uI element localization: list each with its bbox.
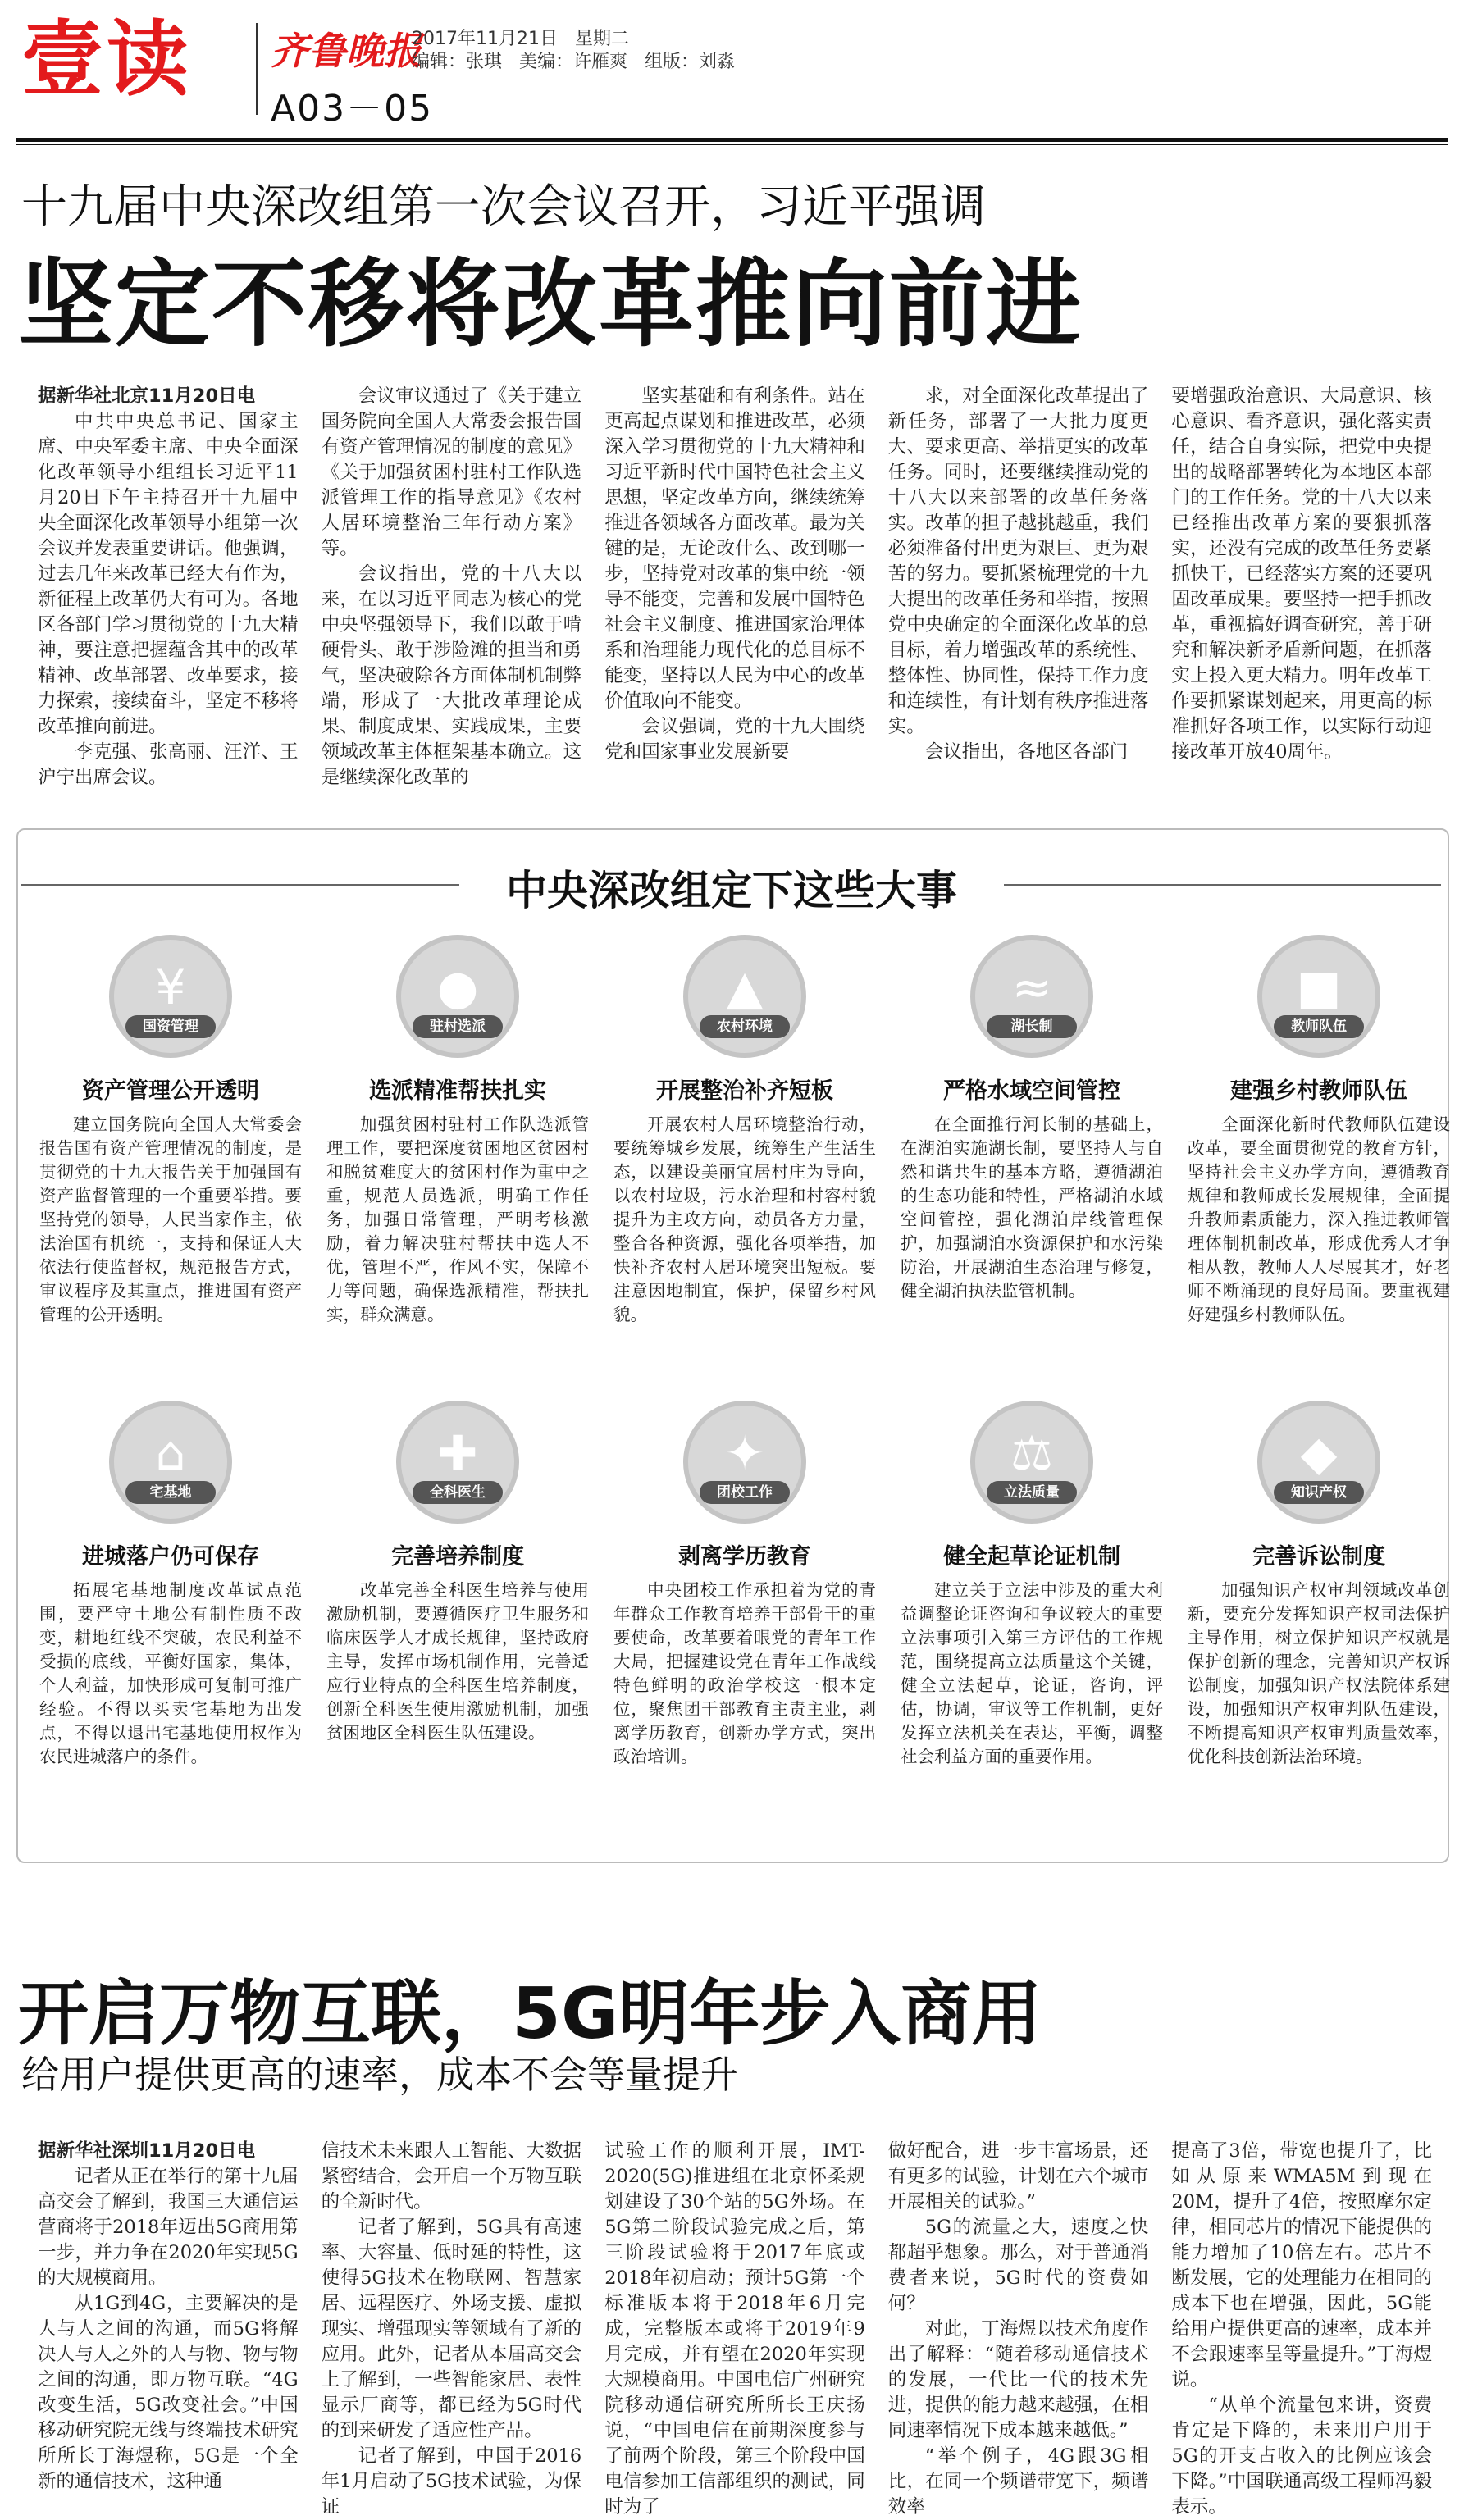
paragraph: 记者了解到，中国于2016年1月启动了5G技术试验，为保证 bbox=[321, 2445, 582, 2518]
article1-dateline: 据新华社北京11月20日电 bbox=[38, 385, 256, 407]
box-title: 中央深改组定下这些大事 bbox=[459, 858, 1004, 910]
item-text: 加强贫困村驻村工作队选派管理工作，要把深度贫困地区贫困村和脱贫难度大的贫困村作为重中之重，规范人员选派，明确工作任务，加强日常管理，严明考核激励，着力解决驻村帮扶中选人不优，管理不严，作风不实，保障不力等问题，确保选派精准，帮扶扎实，群众满意。 bbox=[326, 1114, 589, 1324]
icon-label: 驻村选派 bbox=[413, 1015, 503, 1038]
box-item-scales bbox=[901, 1401, 1163, 1769]
item-text: 建立国务院向全国人大常委会报告国有资产管理情况的制度，是贯彻党的十九大报告关于加强国有资产监督管理的一个重要举措。要坚持党的领导，人民当家作主，依法治国有机统一，支持和保证人大依法行使监督权，规范报告方式，审议程序及其重点，推进国有资产管理的公开透明。 bbox=[39, 1114, 302, 1324]
item-text: 拓展宅基地制度改革试点范围，要严守土地公有制性质不改变，耕地红线不突破，农民利益不受损的底线，平衡好国家，集体，个人利益，加快形成可复制可推广经验。不得以买卖宅基地为出发点，不得以退出宅基地使用权作为农民进城落户的条件。 bbox=[39, 1580, 302, 1766]
water-glyph: ≈ bbox=[1011, 959, 1052, 1015]
item-text: 全面深化新时代教师队伍建设改革，要全面贯彻党的教育方针，坚持社会主义办学方向，遵循教育规律和教师成长发展规律，全面提升教师素质能力，深入推进教师管理体制机制改革，形成优秀人才争相从教，教师人人尽展其才，好老师不断涌现的良好局面。要重视建好建强乡村教师队伍。 bbox=[1188, 1114, 1450, 1324]
medical-glyph: ✚ bbox=[437, 1425, 478, 1481]
header-rule-thin bbox=[16, 144, 1448, 145]
article1-column-3 bbox=[604, 384, 865, 810]
item-text: 加强知识产权审判领域改革创新，要充分发挥知识产权司法保护主导作用，树立保护知识产权就是保护创新的理念，完善知识产权诉讼制度，加强知识产权法院体系建设，加强知识产权审判队伍建设，不断提高知识产权审判质量效率，优化科技创新法治环境。 bbox=[1188, 1580, 1450, 1766]
item-heading: 建强乡村教师队伍 bbox=[1230, 1078, 1407, 1104]
item-heading: 资产管理公开透明 bbox=[82, 1078, 259, 1104]
item-heading: 选派精准帮扶扎实 bbox=[369, 1078, 546, 1104]
icon-label: 立法质量 bbox=[987, 1481, 1077, 1504]
box-item-person bbox=[326, 935, 589, 1327]
paragraph: 记者了解到，5G具有高速率、大容量、低时延的特性，这使得5G技术在物联网、智慧家居、远程医疗、外场支援、虚拟现实、增强现实等领域有了新的应用。此外，记者从本届高交会上了解到，一些智能家居、表性显示厂商等，都已经为5G时代的到来研发了适应性产品。 bbox=[321, 2217, 582, 2441]
paragraph: 李克强、张高丽、汪洋、王沪宁出席会议。 bbox=[38, 741, 299, 788]
paragraph: 要增强政治意识、大局意识、核心意识、看齐意识，强化落实责任，结合自身实际，把党中央提出的战略部署转化为本地区本部门的工作任务。党的十八大以来已经推出改革方案的要狠抓落实，还没有完成的改革任务要紧抓快干，已经落实方案的还要巩固改革成果。要坚持一把手抓改革，重视搞好调查研究，善于研究和解决新矛盾新问题，在抓落实上投入更大精力。明年改革工作要抓紧谋划起来，用更高的标准抓好各项工作，以实际行动迎接改革开放40周年。 bbox=[1171, 385, 1432, 763]
paragraph: 会议指出，党的十八大以来，在以习近平同志为核心的党中央坚强领导下，我们以敢于啃硬骨头、敢于涉险滩的担当和勇气，坚决破除各方面体制机制弊端，形成了一大批改革理论成果、制度成果、实践成果，主要领域改革主体框架基本确立。这是继续深化改革的 bbox=[321, 563, 582, 788]
article2-dateline: 据新华社深圳11月20日电 bbox=[38, 2140, 256, 2162]
assets-icon bbox=[109, 935, 232, 1058]
article2-column-2 bbox=[321, 2139, 582, 2518]
box-item-water bbox=[901, 935, 1163, 1303]
item-text: 开展农村人居环境整治行动，要统筹城乡发展，统筹生产生活生态，以建设美丽宜居村庄为导向，以农村垃圾，污水治理和村容村貌提升为主攻方向，动员各方力量，整合各种资源，强化各项举措，加快补齐农村人居环境突出短板。要注意因地制宜，保护，保留乡村风貌。 bbox=[613, 1114, 876, 1324]
item-heading: 开展整治补齐短板 bbox=[656, 1078, 833, 1104]
item-text: 建立关于立法中涉及的重大利益调整论证咨询和争议较大的重要立法事项引入第三方评估的工作规范，围绕提高立法质量这个关键，健全立法起草，论证，咨询，评估，协调，审议等工作机制，更好发挥立法机关在表达，平衡，调整社会利益方面的重要作用。 bbox=[901, 1580, 1163, 1766]
paragraph: 做好配合，进一步丰富场景，还有更多的试验，计划在六个城市开展相关的试验。” bbox=[887, 2140, 1149, 2212]
box-item-assets bbox=[39, 935, 302, 1327]
paragraph: 试验工作的顺利开展，IMT-2020(5G)推进组在北京怀柔规划建设了30个站的5G外场。在5G第二阶段试验完成之后，第三阶段试验将于2017年底或2018年初启动；预计5G第一个标准版本将于2018年6月完成，完整版本或将于2019年9月完成，并有望在2020年实现大规模商用。中国电信广州研究院移动通信研究所所长王庆扬说，“中国电信在前期深度参与了前两个阶段，第三个阶段中国电信参加工信部组织的测试，同时为了 bbox=[604, 2140, 865, 2518]
item-heading: 进城落户仍可保存 bbox=[82, 1544, 259, 1570]
scales-icon bbox=[970, 1401, 1093, 1524]
paragraph: 提高了3倍，带宽也提升了，比如从原来WMA5M到现在20M，提升了4倍，按照摩尔定律，相同芯片的情况下能提供的能力增加了10倍左右。芯片不断发展，它的处理能力在相同的成本下也在增强，因此，5G能给用户提供更高的速率，成本并不会跟速率呈等量提升。”丁海煜说。 bbox=[1171, 2140, 1432, 2390]
person-icon bbox=[396, 935, 519, 1058]
header-rule bbox=[16, 138, 1448, 142]
person-glyph: ● bbox=[436, 959, 479, 1015]
header-staff-line bbox=[412, 48, 735, 73]
icon-label: 知识产权 bbox=[1274, 1481, 1364, 1504]
item-heading: 健全起草论证机制 bbox=[943, 1544, 1120, 1570]
article1-column-2 bbox=[322, 384, 582, 810]
box-item-mountain bbox=[613, 935, 876, 1327]
icon-label: 农村环境 bbox=[700, 1015, 790, 1038]
house-icon bbox=[109, 1401, 232, 1524]
designer-credit: 美编：许雁爽 bbox=[519, 52, 628, 72]
paragraph: 信技术未来跟人工智能、大数据紧密结合，会开启一个万物互联的全新时代。 bbox=[321, 2140, 582, 2212]
ip-glyph: ◆ bbox=[1300, 1425, 1338, 1481]
issue-weekday: 星期二 bbox=[574, 29, 629, 49]
article2-column-1 bbox=[38, 2139, 299, 2499]
paragraph: 会议指出，各地区各部门 bbox=[924, 741, 1129, 763]
paragraph: 5G的流量之大，速度之快都超乎想象。那么，对于普通消费者来说，5G时代的资费如何？ bbox=[887, 2217, 1149, 2314]
item-heading: 剥离学历教育 bbox=[678, 1544, 811, 1570]
icon-label: 教师队伍 bbox=[1274, 1015, 1364, 1038]
assets-glyph: ¥ bbox=[155, 959, 186, 1015]
mountain-glyph: ▲ bbox=[726, 959, 764, 1015]
paragraph: 对此，丁海煜以技术角度作出了解释：“随着移动通信技术的发展，一代比一代的技术先进，提供的能力越来越强，在相同速率情况下成本越来越低。” bbox=[887, 2318, 1149, 2441]
newspaper-logo: 齐鲁晚报 bbox=[271, 29, 422, 73]
header-date-line bbox=[412, 25, 629, 50]
item-heading: 完善诉讼制度 bbox=[1252, 1544, 1385, 1570]
paragraph: 从1G到4G，主要解决的是人与人之间的沟通，而5G将解决人与人之外的人与物、物与物之间的沟通，即万物互联。“4G改变生活，5G改变社会。”中国移动研究院无线与终端技术研究所所长丁海煜称，5G是一个全新的通信技术，这种通 bbox=[38, 2293, 299, 2492]
medical-icon bbox=[396, 1401, 519, 1524]
article1-column-1 bbox=[38, 384, 299, 810]
item-text: 中央团校工作承担着为党的青年群众工作教育培养干部骨干的重要使命，改革要着眼党的青年工作大局，把握建设党在青年工作战线特色鲜明的政治学校这一根本定位，聚焦团干部教育主责主业，剥离学历教育，创新办学方式，突出政治培训。 bbox=[613, 1580, 876, 1766]
editor-credit: 编辑：张琪 bbox=[412, 52, 503, 72]
item-text: 改革完善全科医生培养与使用激励机制，要遵循医疗卫生服务和临床医学人才成长规律，坚持政府主导，发挥市场机制作用，完善适应行业特点的全科医生培养制度，创新全科医生使用激励机制，加强贫困地区全科医生队伍建设。 bbox=[326, 1580, 589, 1743]
school-icon bbox=[683, 1401, 806, 1524]
article2-column-4 bbox=[887, 2139, 1149, 2518]
article2-column-5 bbox=[1171, 2139, 1432, 2518]
article1-kicker: 十九届中央深改组第一次会议召开，习近平强调 bbox=[21, 180, 986, 234]
article1-body bbox=[38, 384, 1432, 810]
paragraph: 中共中央总书记、国家主席、中央军委主席、中央全面深化改革领导小组组长习近平11月20日下午主持召开十九届中央全面深化改革领导小组第一次会议并发表重要讲话。他强调，过去几年来改革已经大有作为，新征程上改革仍大有可为。各地区各部门学习贯彻党的十九大精神，要注意把握蕴含其中的改革精神、改革部署、改革要求，接力探索，接续奋斗，坚定不移将改革推向前进。 bbox=[38, 411, 299, 737]
teacher-icon bbox=[1257, 935, 1380, 1058]
icon-label: 全科医生 bbox=[413, 1481, 503, 1504]
issue-date: 2017年11月21日 bbox=[412, 29, 558, 49]
article2-subhead: 给用户提供更高的速率，成本不会等量提升 bbox=[21, 2053, 738, 2097]
ip-icon bbox=[1257, 1401, 1380, 1524]
article1-headline: 坚定不移将改革推向前进 bbox=[18, 249, 1083, 360]
article2-headline: 开启万物互联，5G明年步入商用 bbox=[18, 1973, 1042, 2055]
page-number: A03－05 bbox=[271, 88, 434, 130]
icon-label: 国资管理 bbox=[125, 1015, 216, 1038]
paragraph: 会议审议通过了《关于建立国务院向全国人大常委会报告国有资产管理情况的制度的意见》《关于加强贫困村驻村工作队选派管理工作的指导意见》《农村人居环境整治三年行动方案》等。 bbox=[321, 385, 582, 559]
box-item-school bbox=[613, 1401, 876, 1769]
box-item-teacher bbox=[1188, 935, 1450, 1327]
proof-credit: 组版：刘淼 bbox=[645, 52, 736, 72]
icon-label: 湖长制 bbox=[987, 1015, 1077, 1038]
icon-label: 团校工作 bbox=[700, 1481, 790, 1504]
article2-column-3 bbox=[604, 2139, 865, 2518]
teacher-glyph: ■ bbox=[1296, 959, 1342, 1015]
school-glyph: ✦ bbox=[724, 1425, 765, 1481]
paragraph: “从单个流量包来讲，资费肯定是下降的，未来用户用于5G的开支占收入的比例应该会下降。”中国联通高级工程师冯毅表示。 bbox=[1171, 2395, 1432, 2518]
article1-column-5 bbox=[1171, 384, 1432, 810]
paragraph: “举个例子，4G跟3G相比，在同一个频谱带宽下，频谱效率 bbox=[887, 2445, 1149, 2518]
paragraph: 记者从正在举行的第十九届高交会了解到，我国三大通信运营商将于2018年迈出5G商用第一步，并力争在2020年实现5G的大规模商用。 bbox=[38, 2166, 299, 2289]
box-item-house bbox=[39, 1401, 302, 1769]
mountain-icon bbox=[683, 935, 806, 1058]
item-heading: 完善培养制度 bbox=[391, 1544, 524, 1570]
box-item-medical bbox=[326, 1401, 589, 1745]
item-text: 在全面推行河长制的基础上，在湖泊实施湖长制，要坚持人与自然和谐共生的基本方略，遵循湖泊的生态功能和特性，严格湖泊水域空间管控，强化湖泊岸线管理保护，加强湖泊水资源保护和水污染防治，开展湖泊生态治理与修复，健全湖泊执法监管机制。 bbox=[901, 1114, 1163, 1301]
paragraph: 坚实基础和有利条件。站在更高起点谋划和推进改革，必须深入学习贯彻党的十九大精神和习近平新时代中国特色社会主义思想，坚定改革方向，继续统筹推进各领域各方面改革。最为关键的是，无论改什么、改到哪一步，坚持党对改革的集中统一领导不能变，完善和发展中国特色社会主义制度、推进国家治理体系和治理能力现代化的总目标不能变，坚持以人民为中心的改革价值取向不能变。 bbox=[604, 385, 865, 712]
icon-label: 宅基地 bbox=[125, 1481, 216, 1504]
article1-column-4 bbox=[888, 384, 1149, 810]
header-divider bbox=[256, 23, 258, 115]
section-brand: 壹读 bbox=[21, 11, 192, 107]
item-heading: 严格水域空间管控 bbox=[943, 1078, 1120, 1104]
article2-body bbox=[38, 2139, 1432, 2518]
water-icon bbox=[970, 935, 1093, 1058]
scales-glyph: ⚖ bbox=[1010, 1425, 1053, 1481]
box-item-ip bbox=[1188, 1401, 1450, 1769]
paragraph: 会议强调，党的十九大围绕党和国家事业发展新要 bbox=[604, 716, 865, 763]
paragraph: 求，对全面深化改革提出了新任务，部署了一大批力度更大、要求更高、举措更实的改革任务。同时，还要继续推动党的十八大以来部署的改革任务落实。改革的担子越挑越重，我们必须准备付出更为艰巨、更为艰苦的努力。要抓紧梳理党的十九大提出的改革任务和举措，按照党中央确定的全面深化改革的总目标，着力增强改革的系统性、整体性、协同性，保持工作力度和连续性，有计划有秩序推进落实。 bbox=[887, 385, 1149, 737]
house-glyph: ⌂ bbox=[155, 1425, 186, 1481]
